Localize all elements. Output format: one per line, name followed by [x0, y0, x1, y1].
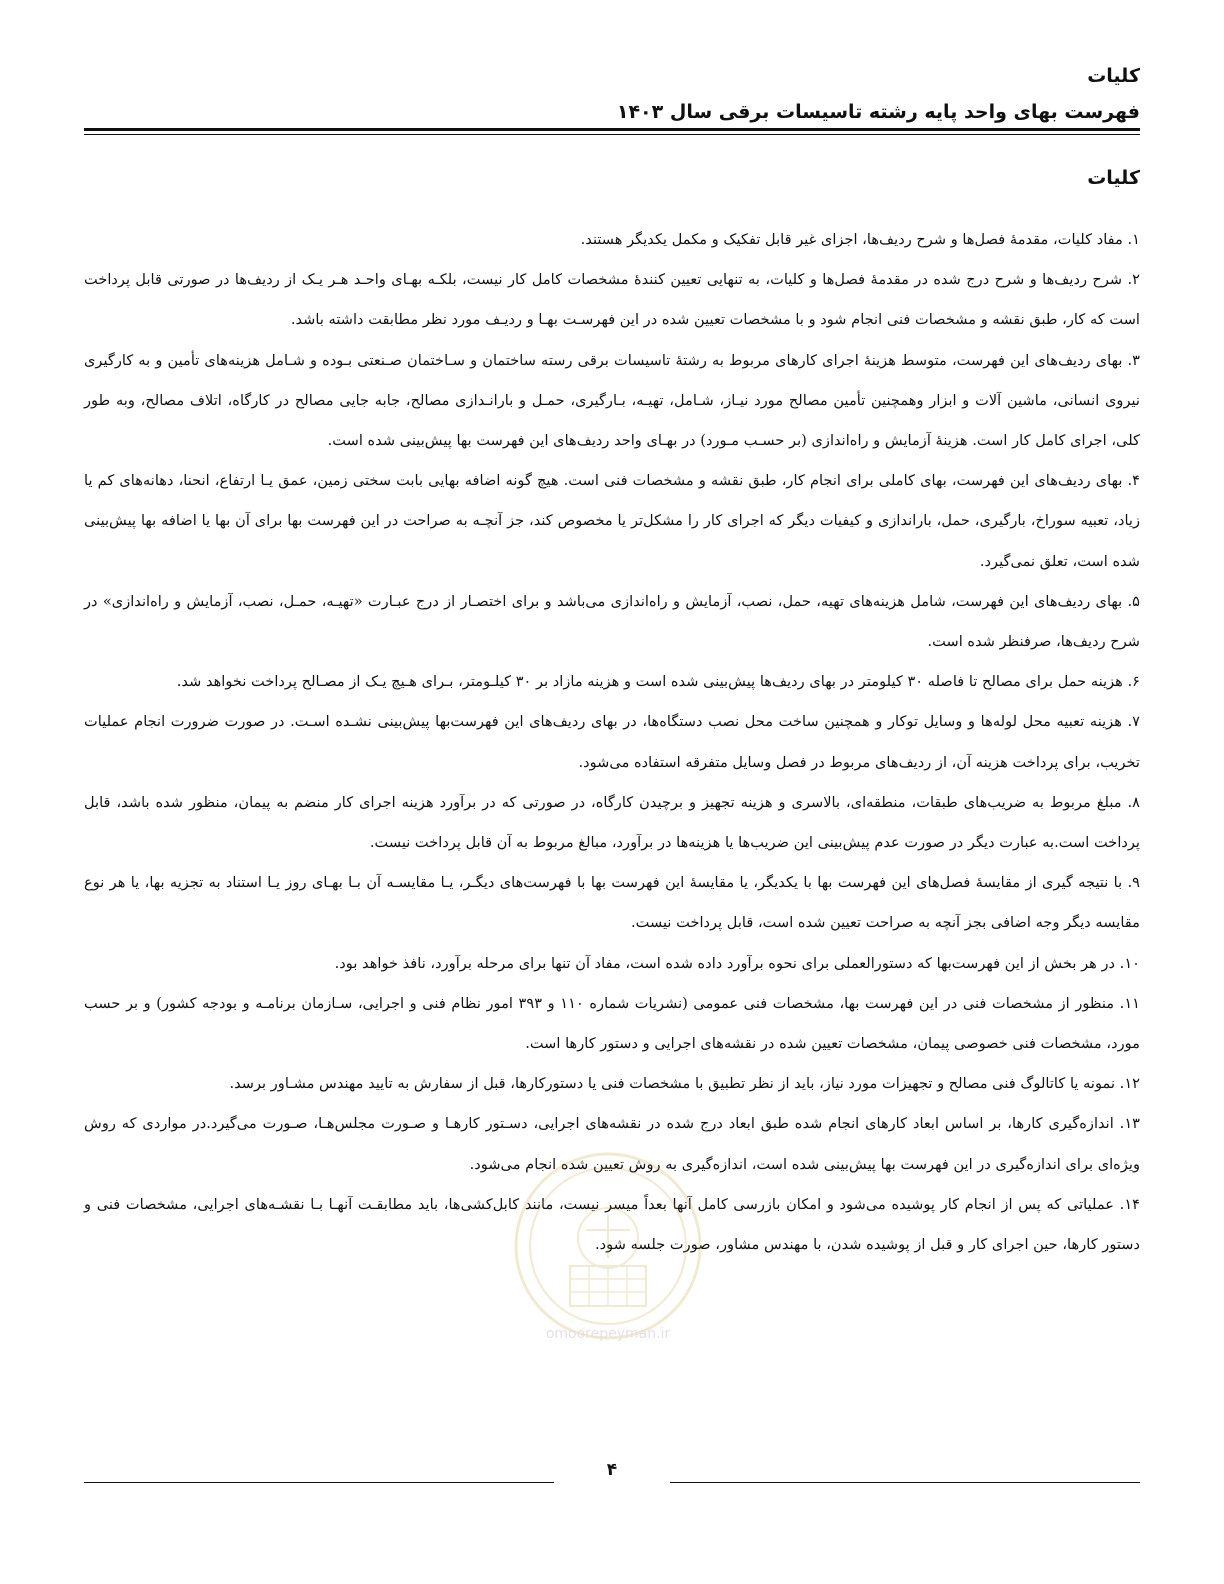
paragraph-2: ۲. شرح ردیف‌ها و شرح درج شده در مقدمهٔ فصل‌ها و کلیات، به تنهایی تعیین کنندهٔ مشخصات کامل کار نیست، بلکـه بهـای واحـد هـر یـک از ردیف‌ها در صورتی قابل پرداخت است که کار، طبق نقشه و مشخصات فنی انجام شود و با مشخصات تعیین شده در این فهرسـت بهـا و ردیـف مورد نظر مطابقت داشته باشد. [84, 271, 1140, 329]
paragraph-4: ۴. بهای ردیف‌های این فهرست، بهای کاملی برای انجام کار، طبق نقشه و مشخصات فنی است. هیچ گونه اضافه بهایی بابت سختی زمین، عمق یـا ارتفاع، انحنا، دهانه‌های کم یا زیاد، تعبیه سوراخ، بارگیری، حمل، باراندازی و کیفیات دیگر که اجرای کار را مشکل‌تر یا مخصوص کند، جز آنچـه به صراحت در این فهرست بها برای آن بها یا اضافه بها پیش‌بینی شده است، تعلق نمی‌گیرد. [84, 472, 1140, 570]
document-page [84, 0, 1140, 1584]
footer-rule-right [670, 1482, 1140, 1483]
paragraph-14: ۱۴. عملیاتی که پس از انجام کار پوشیده می‌شود و امکان بازرسی کامل آنها بعداً میسر نیست، مانند کابل‌کشی‌ها، باید مطابقـت آنهـا بـا نقشـه‌های اجرایی، مشخصات فنی و دستور کارها، حین اجرای کار و قبل از پوشیده شدن، با مهندس مشاور، صورت جلسه شود. [84, 1195, 1140, 1254]
paragraph-6: ۶. هزینه حمل برای مصالح تا فاصله ۳۰ کیلومتر در بهای ردیف‌ها پیش‌بینی شده است و هزینه مازاد بر ۳۰ کیلـومتر، بـرای هـیچ یـک از مصـالح پرداخت نخواهد شد. [176, 673, 1140, 691]
paragraph-10: ۱۰. در هر بخش از این فهرست‌بها که دستورالعملی برای نحوه برآورد داده شده است، مفاد آن تنها برای مرحله برآورد، نافذ خواهد بود. [334, 954, 1140, 972]
paragraph-5: ۵. بهای ردیف‌های این فهرست، شامل هزینه‌های تهیه، حمل، نصب، آزمایش و راه‌اندازی می‌باشد و برای اختصـار از درج عبـارت «تهیـه، حمـل، نصب، آزمایش و راه‌اندازی» در شرح ردیف‌ها، صرفنظر شده است. [84, 592, 1140, 651]
watermark-text: omoorepeyman.ir [545, 1326, 671, 1342]
header-rule-thin [84, 134, 1140, 135]
running-header [84, 58, 1140, 130]
page-footer [84, 1458, 1140, 1488]
section-title: کلیات [1087, 167, 1140, 189]
page-number: ۴ [606, 1460, 618, 1480]
header-chapter-title: کلیات [1087, 65, 1140, 87]
paragraph-13: ۱۳. اندازه‌گیری کارها، بر اساس ابعاد کارهای انجام شده طبق ابعاد درج شده در نقشه‌های اجرایی، دسـتور کارهـا و صـورت مجلس‌هـا، صـورت می‌گیرد.در مواردی که روش ویژه‌ای برای اندازه‌گیری در این فهرست بها پیش‌بینی شده است، اندازه‌گیری به روش تعیین شده انجام می‌شود. [84, 1115, 1140, 1173]
paragraph-7: ۷. هزینه تعبیه محل لوله‌ها و وسایل توکار و همچنین ساخت محل نصب دستگاه‌ها، در بهای ردیف‌های این فهرست‌بها پیش‌بینی نشـده اسـت. در صورت ضرورت انجام عملیات تخریب، برای پرداخت هزینه آن، از ردیف‌های مربوط در فصل وسایل متفرقه استفاده می‌شود. [84, 713, 1140, 771]
footer-rule-left [84, 1482, 554, 1483]
paragraph-1: ۱. مفاد کلیات، مقدمهٔ فصل‌ها و شرح ردیف‌ها، اجزای غیر قابل تفکیک و مکمل یکدیگر هستند. [580, 231, 1140, 248]
paragraph-9: ۹. با نتیجه گیری از مقایسهٔ فصل‌های این فهرست بها با یکدیگر، یا مقایسهٔ این فهرست بها با فهرست‌های دیگـر، یـا مقایسـه آن بـا بهـای روز یـا استناد به تجزیه بها، یا هر نوع مقایسه دیگر وجه اضافی بجز آنچه به صراحت تعیین شده است، قابل پرداخت نیست. [84, 874, 1140, 932]
paragraph-3: ۳. بهای ردیف‌های این فهرست، متوسط هزینهٔ اجرای کارهای مربوط به رشتهٔ تاسیسات برقی رسته ساختمان و سـاختمان صـنعتی بـوده و شـامل هزینه‌های تأمین و به کارگیری نیروی انسانی، ماشین آلات و ابزار وهمچنین تأمین مصالح مورد نیـاز، شـامل، تهیـه، بـارگیری، حمـل و بارانـدازی مصالح، جابه جایی مصالح در کارگاه، اتلاف مصالح، وبه طور کلی، اجرای کامل کار است. هزینهٔ آزمایش و راه‌اندازی (بر حسـب مـورد) در بهـای واحد ردیف‌های این فهرست بها پیش‌بینی شده است. [84, 351, 1140, 450]
header-rule-thick [84, 128, 1140, 131]
document-body [84, 220, 1140, 1265]
paragraph-12: ۱۲. نمونه یا کاتالوگ فنی مصالح و تجهیزات مورد نیاز، باید از نظر تطبیق با مشخصات فنی یا دستورکارها، قبل از سفارش به تایید مهندس مشـاور برسد. [229, 1075, 1140, 1093]
header-document-title: فهرست بهای واحد پایه رشته تاسیسات برقی سال ۱۴۰۳ [616, 101, 1140, 123]
paragraph-8: ۸. مبلغ مربوط به ضریب‌های طبقات، منطقه‌ای، بالاسری و هزینه تجهیز و برچیدن کارگاه، در صورتی که در برآورد هزینه اجرای کار منضم به پیمان، منظور شده باشد، قابل پرداخت است.به عبارت دیگر در صورت عدم پیش‌بینی این ضریب‌ها یا هزینه‌ها در برآورد، مبالغ مربوط به آن قابل پرداخت نیست. [84, 793, 1140, 852]
paragraph-11: ۱۱. منظور از مشخصات فنی در این فهرست بها، مشخصات فنی عمومی (نشریات شماره ۱۱۰ و ۳۹۳ امور نظام فنی و اجرایی، سـازمان برنامـه و بودجه کشور) و بر حسب مورد، مشخصات فنی خصوصی پیمان، مشخصات تعیین شده در نقشه‌های اجرایی و دستور کارها است. [84, 994, 1141, 1053]
